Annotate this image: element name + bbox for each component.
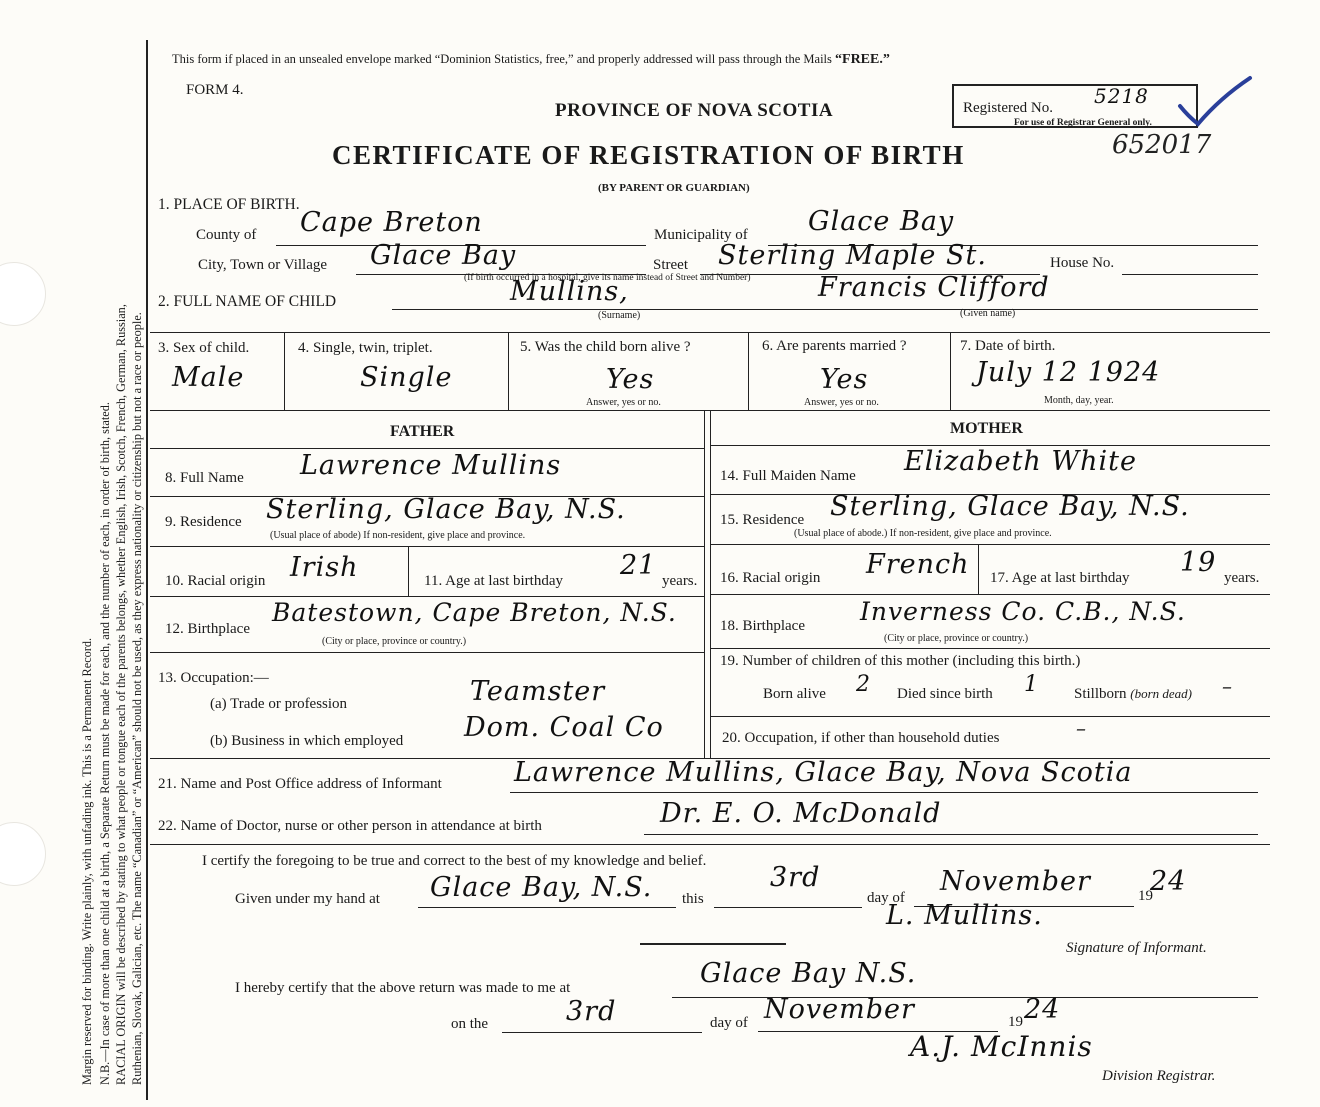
child-name-label: 2. FULL NAME OF CHILD bbox=[158, 293, 337, 310]
registrar-place-value: Glace Bay N.S. bbox=[700, 958, 917, 989]
county-value: Cape Breton bbox=[300, 207, 483, 238]
mother-occupation-label: 20. Occupation, if other than household duties bbox=[722, 730, 1000, 746]
informant-value: Lawrence Mullins, Glace Bay, Nova Scotia bbox=[514, 757, 1133, 788]
registrar-month-value: November bbox=[764, 994, 915, 1025]
mother-row-rule-3 bbox=[710, 594, 1270, 595]
father-birthplace-value: Batestown, Cape Breton, N.S. bbox=[272, 598, 677, 627]
mother-birthplace-value: Inverness Co. C.B., N.S. bbox=[860, 597, 1186, 626]
grid-divider-5 bbox=[748, 332, 749, 410]
handwritten-number: 652017 bbox=[1112, 130, 1212, 160]
hospital-note: (If birth occurred in a hospital, give its name instead of Street and Number) bbox=[464, 273, 751, 283]
certification-statement: I certify the foregoing to be true and correct to the best of my knowledge and belief. bbox=[202, 853, 707, 869]
mother-racial-label: 16. Racial origin bbox=[720, 570, 821, 586]
house-label: House No. bbox=[1050, 255, 1115, 271]
registered-number: 5218 bbox=[1094, 84, 1149, 108]
registrar-label: Division Registrar. bbox=[1102, 1068, 1216, 1084]
doctor-value: Dr. E. O. McDonald bbox=[660, 798, 942, 829]
married-label: 6. Are parents married ? bbox=[762, 338, 907, 354]
city-label: City, Town or Village bbox=[198, 257, 328, 273]
this-day-line bbox=[714, 907, 862, 908]
registrar-day-line bbox=[502, 1032, 702, 1033]
father-racial-value: Irish bbox=[290, 552, 359, 583]
father-racial-divider bbox=[408, 546, 409, 596]
sex-label: 3. Sex of child. bbox=[158, 340, 250, 356]
father-trade-value: Teamster bbox=[470, 676, 606, 707]
father-age-value: 21 bbox=[620, 550, 657, 581]
certification-rule bbox=[150, 844, 1270, 845]
informant-label: 21. Name and Post Office address of Informant bbox=[158, 776, 442, 792]
binding-margin-line bbox=[146, 40, 148, 1100]
mother-row-rule-4 bbox=[710, 648, 1270, 649]
mother-children-label: 19. Number of children of this mother (including this birth.) bbox=[720, 653, 1081, 669]
parents-divider-left bbox=[704, 410, 705, 758]
municipality-label: Municipality of bbox=[654, 227, 748, 243]
single-value: Single bbox=[360, 362, 453, 393]
died-value: 1 bbox=[1024, 672, 1039, 697]
informant-line bbox=[510, 792, 1258, 793]
father-heading: FATHER bbox=[390, 423, 455, 440]
month-value: November bbox=[940, 866, 1091, 897]
mother-residence-caption: (Usual place of abode.) If non-resident, give place and province. bbox=[794, 528, 1052, 539]
certificate-subtitle: (BY PARENT OR GUARDIAN) bbox=[598, 182, 750, 194]
province-heading: PROVINCE OF NOVA SCOTIA bbox=[555, 100, 834, 121]
given-place-value: Glace Bay, N.S. bbox=[430, 872, 653, 903]
sex-value: Male bbox=[172, 362, 245, 393]
registrar-year-prefix: 19 bbox=[1008, 1014, 1023, 1030]
mail-note-text: This form if placed in an unsealed envelope marked “Dominion Statistics, free,” and properly addressed will pass through the Mails bbox=[172, 52, 832, 66]
form-number: FORM 4. bbox=[186, 82, 244, 98]
registrar-day-of-label: day of bbox=[710, 1015, 748, 1031]
check-mark-icon bbox=[1176, 74, 1256, 134]
mother-residence-label: 15. Residence bbox=[720, 512, 805, 528]
married-value: Yes bbox=[820, 364, 869, 395]
margin-note-line-4: Margin reserved for binding. Write plainly, with unfading ink. This is a Permanent Record. bbox=[80, 637, 94, 1085]
house-line bbox=[1122, 274, 1258, 275]
stillborn-label bbox=[1074, 686, 1192, 703]
municipality-value: Glace Bay bbox=[808, 206, 955, 237]
county-label: County of bbox=[196, 227, 257, 243]
street-value: Sterling Maple St. bbox=[718, 240, 987, 271]
binding-hole-bottom bbox=[0, 822, 46, 886]
registered-box bbox=[952, 84, 1198, 128]
mother-row-rule-2 bbox=[710, 544, 1270, 545]
informant-signature-label: Signature of Informant. bbox=[1066, 940, 1207, 956]
mother-row-rule-5 bbox=[710, 716, 1270, 717]
dob-value: July 12 1924 bbox=[976, 357, 1161, 388]
binding-hole-top bbox=[0, 262, 46, 326]
surname-caption: (Surname) bbox=[598, 310, 641, 321]
registrar-day-value: 3rd bbox=[566, 996, 617, 1027]
informant-signature-line bbox=[640, 943, 786, 945]
grid-divider-6 bbox=[950, 332, 951, 410]
this-day-value: 3rd bbox=[770, 862, 821, 893]
doctor-line bbox=[644, 834, 1258, 835]
given-label: Given under my hand at bbox=[235, 891, 380, 907]
place-of-birth-label: 1. PLACE OF BIRTH. bbox=[158, 196, 300, 213]
margin-note-line-2: RACIAL ORIGIN will be described by stating to what people or tongue each of the parents belongs, whether English, Irish, Scotch, French, German, Russian, bbox=[114, 304, 128, 1085]
father-row-rule-2 bbox=[150, 546, 704, 547]
margin-note-line-3: N.B.—In case of more than one child at a birth, a Separate Return must be made for each, and the number of each, in order of birth, stated. bbox=[98, 402, 112, 1085]
mother-name-label: 14. Full Maiden Name bbox=[720, 468, 856, 484]
mother-racial-value: French bbox=[866, 549, 970, 580]
day-of-label: day of bbox=[867, 890, 905, 906]
child-given-value: Francis Clifford bbox=[818, 272, 1050, 303]
single-label: 4. Single, twin, triplet. bbox=[298, 340, 433, 356]
married-caption: Answer, yes or no. bbox=[804, 397, 879, 408]
dob-label: 7. Date of birth. bbox=[960, 338, 1056, 354]
father-racial-label: 10. Racial origin bbox=[165, 573, 266, 589]
father-business-value: Dom. Coal Co bbox=[464, 712, 664, 743]
mother-years: years. bbox=[1224, 570, 1260, 586]
died-label: Died since birth bbox=[897, 686, 993, 702]
alive-value: Yes bbox=[606, 364, 655, 395]
father-birthplace-caption: (City or place, province or country.) bbox=[322, 636, 467, 647]
rule-top-grid bbox=[150, 332, 1270, 333]
mail-note-free: “FREE.” bbox=[835, 52, 890, 67]
given-caption: (Given name) bbox=[960, 308, 1016, 319]
mother-birthplace-label: 18. Birthplace bbox=[720, 618, 805, 634]
on-the-label: on the bbox=[451, 1016, 489, 1032]
street-label: Street bbox=[653, 257, 688, 273]
grid-divider-4 bbox=[508, 332, 509, 410]
city-value: Glace Bay bbox=[370, 240, 517, 271]
dob-caption: Month, day, year. bbox=[1044, 395, 1114, 406]
registrar-statement: I hereby certify that the above return was made to me at bbox=[235, 980, 571, 996]
mail-note bbox=[172, 52, 890, 68]
mother-racial-divider bbox=[978, 544, 979, 594]
parents-divider-right bbox=[710, 410, 711, 758]
alive-caption: Answer, yes or no. bbox=[586, 397, 661, 408]
registered-label: Registered No. bbox=[963, 100, 1053, 116]
stillborn-note: (born dead) bbox=[1130, 686, 1193, 701]
stillborn-text: Stillborn bbox=[1074, 686, 1127, 702]
certificate-title: CERTIFICATE OF REGISTRATION OF BIRTH bbox=[332, 140, 965, 170]
alive-label: 5. Was the child born alive ? bbox=[520, 339, 691, 355]
father-residence-label: 9. Residence bbox=[165, 514, 242, 530]
mother-heading: MOTHER bbox=[950, 420, 1023, 437]
registrar-signature: A.J. McInnis bbox=[910, 1030, 1093, 1063]
father-occupation-label: 13. Occupation:— bbox=[158, 670, 269, 686]
doctor-label: 22. Name of Doctor, nurse or other person in attendance at birth bbox=[158, 818, 542, 834]
stillborn-value: – bbox=[1222, 674, 1233, 698]
father-row-rule-4 bbox=[150, 652, 704, 653]
father-birthplace-label: 12. Birthplace bbox=[165, 621, 250, 637]
registrar-place-line bbox=[672, 997, 1258, 998]
father-name-value: Lawrence Mullins bbox=[300, 450, 562, 481]
informant-signature: L. Mullins. bbox=[886, 900, 1043, 931]
margin-note-line-1: Ruthenian, Slovak, Galician, etc. The name “Canadian” or “American” should not be used, as they express nationality or citizenship but not a race or people. bbox=[130, 312, 144, 1085]
father-business-label: (b) Business in which employed bbox=[210, 733, 404, 749]
mother-age-label: 17. Age at last birthday bbox=[990, 570, 1130, 586]
year-suffix: 24 bbox=[1150, 866, 1187, 897]
given-place-line bbox=[418, 907, 676, 908]
born-alive-value: 2 bbox=[856, 672, 871, 697]
father-residence-value: Sterling, Glace Bay, N.S. bbox=[266, 494, 626, 525]
grid-divider-3 bbox=[284, 332, 285, 410]
this-label: this bbox=[682, 891, 704, 907]
mother-occupation-value: – bbox=[1076, 716, 1087, 740]
child-surname-value: Mullins, bbox=[510, 276, 629, 307]
father-row-rule-3 bbox=[150, 596, 704, 597]
mother-residence-value: Sterling, Glace Bay, N.S. bbox=[830, 491, 1190, 522]
father-age-label: 11. Age at last birthday bbox=[424, 573, 563, 589]
father-name-label: 8. Full Name bbox=[165, 470, 244, 486]
registrar-use-note: For use of Registrar General only. bbox=[1014, 118, 1152, 128]
mother-birthplace-caption: (City or place, province or country.) bbox=[884, 633, 1029, 644]
father-heading-rule bbox=[150, 448, 704, 449]
mother-name-value: Elizabeth White bbox=[904, 446, 1137, 477]
born-alive-label: Born alive bbox=[763, 686, 826, 702]
registrar-year-suffix: 24 bbox=[1024, 994, 1061, 1025]
father-years: years. bbox=[662, 573, 698, 589]
father-trade-label: (a) Trade or profession bbox=[210, 696, 348, 712]
child-name-line bbox=[392, 309, 1258, 310]
year-prefix: 19 bbox=[1138, 888, 1153, 904]
father-residence-caption: (Usual place of abode) If non-resident, give place and province. bbox=[270, 530, 526, 541]
mother-age-value: 19 bbox=[1180, 547, 1217, 578]
